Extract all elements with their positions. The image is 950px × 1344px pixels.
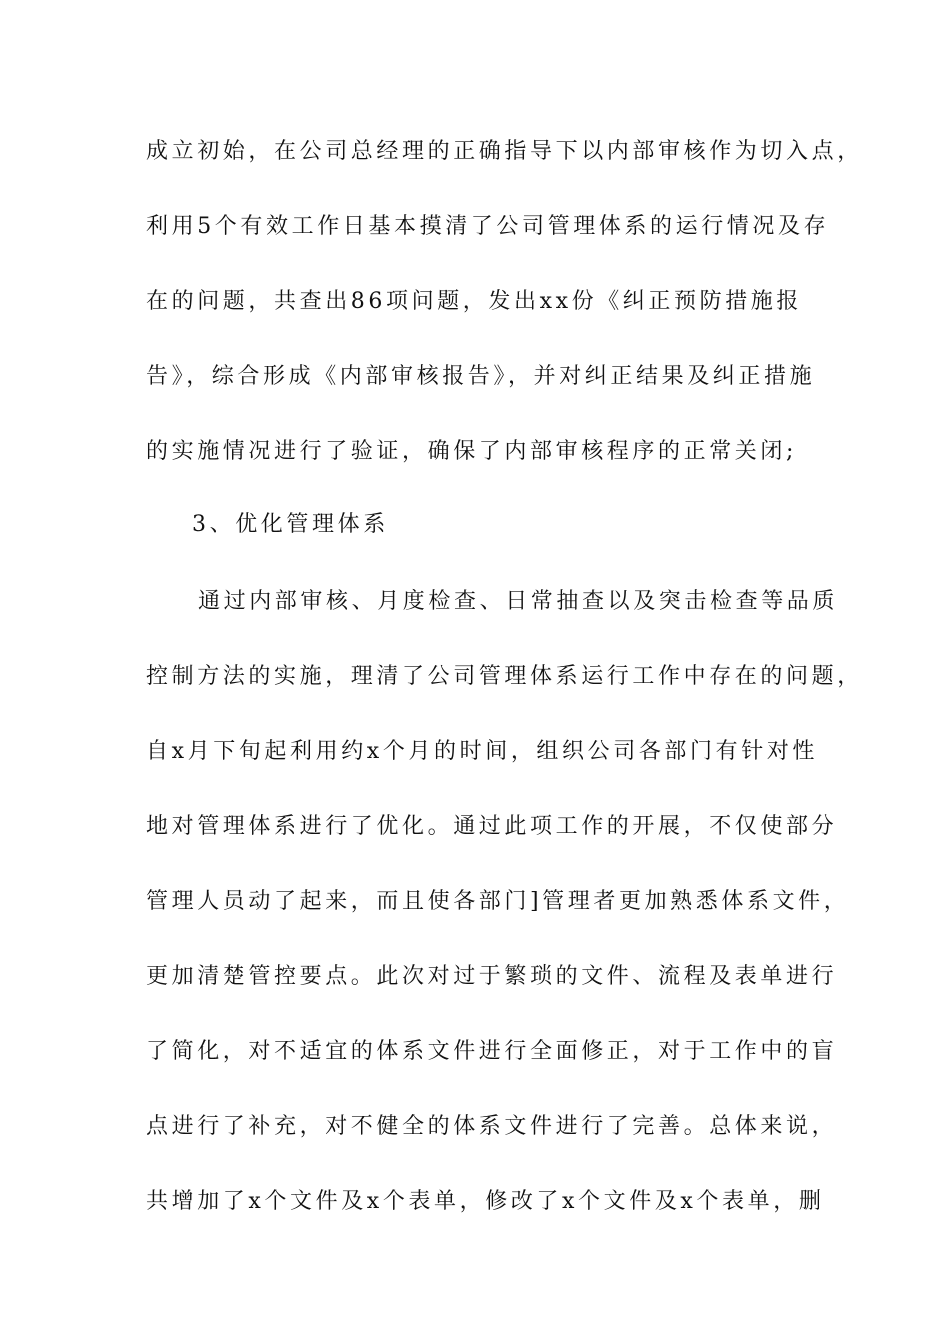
paragraph-line: 了简化，对不适宜的体系文件进行全面修正，对于工作中的盲 xyxy=(146,1039,838,1064)
section-heading: 3、优化管理体系 xyxy=(192,512,389,537)
paragraph-line: 成立初始，在公司总经理的正确指导下以内部审核作为切入点， xyxy=(146,139,863,164)
paragraph-line: 共增加了x个文件及x个表单，修改了x个文件及x个表单，删 xyxy=(146,1189,825,1214)
paragraph-line: 控制方法的实施，理清了公司管理体系运行工作中存在的问题， xyxy=(146,664,863,689)
paragraph-line: 管理人员动了起来，而且使各部门]管理者更加熟悉体系文件， xyxy=(146,889,850,914)
paragraph-line: 自x月下旬起利用约x个月的时间，组织公司各部门有针对性 xyxy=(146,739,819,764)
paragraph-line: 通过内部审核、月度检查、日常抽查以及突击检查等品质 xyxy=(198,589,839,614)
paragraph-line: 更加清楚管控要点。此次对过于繁琐的文件、流程及表单进行 xyxy=(146,964,838,989)
paragraph-line: 告》，综合形成《内部审核报告》，并对纠正结果及纠正措施 xyxy=(146,364,816,389)
paragraph-line: 利用5个有效工作日基本摸清了公司管理体系的运行情况及存 xyxy=(146,214,830,239)
paragraph-line: 的实施情况进行了验证，确保了内部审核程序的正常关闭; xyxy=(146,439,798,464)
paragraph-line: 点进行了补充，对不健全的体系文件进行了完善。总体来说， xyxy=(146,1114,838,1139)
paragraph-line: 地对管理体系进行了优化。通过此项工作的开展，不仅使部分 xyxy=(146,814,838,839)
paragraph-line: 在的问题，共查出86项问题，发出xx份《纠正预防措施报 xyxy=(146,289,803,314)
